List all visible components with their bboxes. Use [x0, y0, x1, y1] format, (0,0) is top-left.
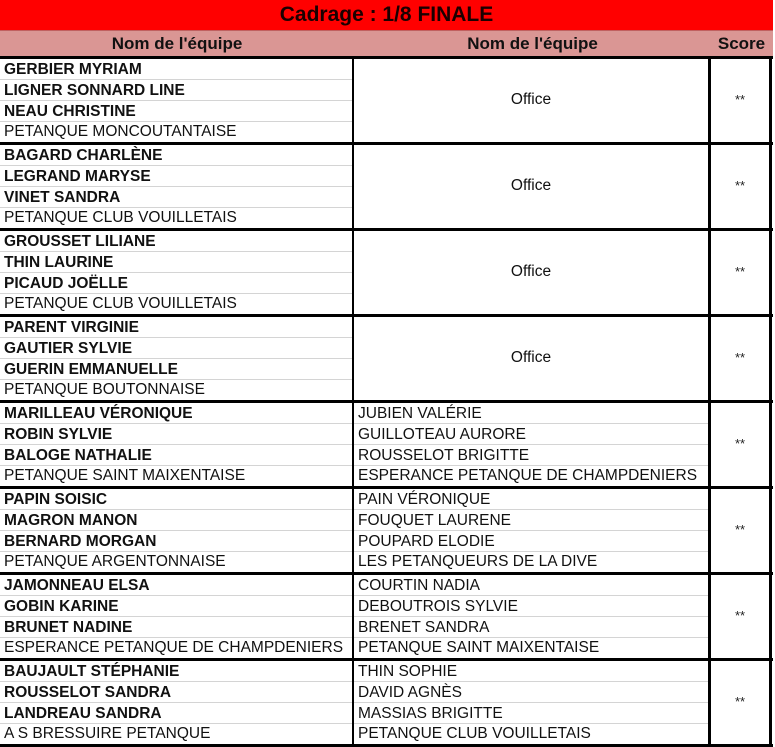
- player-name[interactable]: ROBIN SYLVIE: [0, 424, 352, 445]
- player-name[interactable]: LANDREAU SANDRA: [0, 703, 352, 724]
- player-name[interactable]: LEGRAND MARYSE: [0, 166, 352, 187]
- team1-cell: [0, 317, 354, 400]
- score-cell: [711, 661, 772, 744]
- team2-cell: [354, 575, 711, 658]
- player-name[interactable]: JUBIEN VALÉRIE: [354, 403, 708, 424]
- club-name[interactable]: PETANQUE BOUTONNAISE: [4, 381, 205, 398]
- player-name[interactable]: MARILLEAU VÉRONIQUE: [0, 403, 352, 424]
- player-name[interactable]: NEAU CHRISTINE: [0, 101, 352, 122]
- player-name[interactable]: MAGRON MANON: [0, 510, 352, 531]
- match-row: [0, 661, 773, 747]
- club-name[interactable]: LES PETANQUEURS DE LA DIVE: [358, 553, 598, 570]
- player-name[interactable]: COURTIN NADIA: [354, 575, 708, 596]
- player-name[interactable]: THIN SOPHIE: [354, 661, 708, 682]
- score-cell: [711, 145, 772, 228]
- score-value[interactable]: **: [734, 608, 746, 623]
- player-name[interactable]: ROUSSELOT BRIGITTE: [354, 445, 708, 466]
- score-cell: [711, 317, 772, 400]
- club-name[interactable]: PETANQUE CLUB VOUILLETAIS: [4, 295, 237, 312]
- team1-cell: [0, 145, 354, 228]
- team2-merged-value[interactable]: Office: [510, 348, 552, 366]
- team2-merged-value[interactable]: Office: [510, 176, 552, 194]
- score-cell: [711, 403, 772, 486]
- player-name[interactable]: BAGARD CHARLÈNE: [0, 145, 352, 166]
- player-name[interactable]: DEBOUTROIS SYLVIE: [354, 596, 708, 617]
- team2-cell: [354, 661, 711, 744]
- player-name[interactable]: BALOGE NATHALIE: [0, 445, 352, 466]
- player-name[interactable]: PICAUD JOËLLE: [0, 273, 352, 294]
- table-header: [0, 31, 773, 59]
- player-name[interactable]: GAUTIER SYLVIE: [0, 338, 352, 359]
- player-name[interactable]: GROUSSET LILIANE: [0, 231, 352, 252]
- score-value[interactable]: **: [734, 436, 746, 451]
- player-name[interactable]: VINET SANDRA: [0, 187, 352, 208]
- score-cell: [711, 59, 772, 142]
- team2-merged-value[interactable]: Office: [510, 90, 552, 108]
- club-name[interactable]: PETANQUE SAINT MAIXENTAISE: [358, 639, 600, 656]
- score-value[interactable]: **: [734, 178, 746, 193]
- team2-cell: [354, 231, 711, 314]
- player-name[interactable]: THIN LAURINE: [0, 252, 352, 273]
- club-name[interactable]: ESPERANCE PETANQUE DE CHAMPDENIERS: [4, 639, 344, 656]
- club-name[interactable]: PETANQUE ARGENTONNAISE: [4, 553, 226, 570]
- team2-merged-value[interactable]: Office: [510, 262, 552, 280]
- player-name[interactable]: BRUNET NADINE: [0, 617, 352, 638]
- team2-cell: [354, 59, 711, 142]
- club-name[interactable]: PETANQUE CLUB VOUILLETAIS: [4, 209, 237, 226]
- team2-cell: [354, 403, 711, 486]
- player-name[interactable]: GERBIER MYRIAM: [0, 59, 352, 80]
- player-name[interactable]: GUILLOTEAU AURORE: [354, 424, 708, 445]
- club-name[interactable]: PETANQUE MONCOUTANTAISE: [4, 123, 237, 140]
- score-value[interactable]: **: [734, 264, 746, 279]
- club-name[interactable]: ESPERANCE PETANQUE DE CHAMPDENIERS: [358, 467, 698, 484]
- header-team2: Nom de l'équipe: [467, 33, 598, 53]
- team1-cell: [0, 575, 354, 658]
- team1-cell: [0, 231, 354, 314]
- club-name[interactable]: PETANQUE SAINT MAIXENTAISE: [4, 467, 246, 484]
- player-name[interactable]: BAUJAULT STÉPHANIE: [0, 661, 352, 682]
- player-name[interactable]: MASSIAS BRIGITTE: [354, 703, 708, 724]
- player-name[interactable]: LIGNER SONNARD LINE: [0, 80, 352, 101]
- player-name[interactable]: GOBIN KARINE: [0, 596, 352, 617]
- score-cell: [711, 489, 772, 572]
- team1-cell: [0, 489, 354, 572]
- page-title: Cadrage : 1/8 FINALE: [0, 0, 773, 31]
- team2-cell: [354, 145, 711, 228]
- match-row: [0, 231, 773, 317]
- player-name[interactable]: BERNARD MORGAN: [0, 531, 352, 552]
- player-name[interactable]: PARENT VIRGINIE: [0, 317, 352, 338]
- match-row: [0, 317, 773, 403]
- match-row: [0, 575, 773, 661]
- team2-cell: [354, 489, 711, 572]
- score-value[interactable]: **: [734, 522, 746, 537]
- team2-cell: [354, 317, 711, 400]
- match-row: [0, 403, 773, 489]
- player-name[interactable]: PAIN VÉRONIQUE: [354, 489, 708, 510]
- player-name[interactable]: DAVID AGNÈS: [354, 682, 708, 703]
- match-row: [0, 489, 773, 575]
- player-name[interactable]: GUERIN EMMANUELLE: [0, 359, 352, 380]
- club-name[interactable]: A S BRESSUIRE PETANQUE: [4, 725, 211, 742]
- score-value[interactable]: **: [734, 350, 746, 365]
- header-score: Score: [717, 33, 766, 53]
- team1-cell: [0, 661, 354, 744]
- player-name[interactable]: ROUSSELOT SANDRA: [0, 682, 352, 703]
- score-value[interactable]: **: [734, 92, 746, 107]
- match-row: [0, 145, 773, 231]
- player-name[interactable]: FOUQUET LAURENE: [354, 510, 708, 531]
- score-cell: [711, 575, 772, 658]
- header-team1: Nom de l'équipe: [111, 33, 243, 53]
- score-value[interactable]: **: [734, 694, 746, 709]
- player-name[interactable]: JAMONNEAU ELSA: [0, 575, 352, 596]
- player-name[interactable]: POUPARD ELODIE: [354, 531, 708, 552]
- club-name[interactable]: PETANQUE CLUB VOUILLETAIS: [358, 725, 591, 742]
- match-row: [0, 59, 773, 145]
- player-name[interactable]: BRENET SANDRA: [354, 617, 708, 638]
- team1-cell: [0, 59, 354, 142]
- player-name[interactable]: PAPIN SOISIC: [0, 489, 352, 510]
- team1-cell: [0, 403, 354, 486]
- score-cell: [711, 231, 772, 314]
